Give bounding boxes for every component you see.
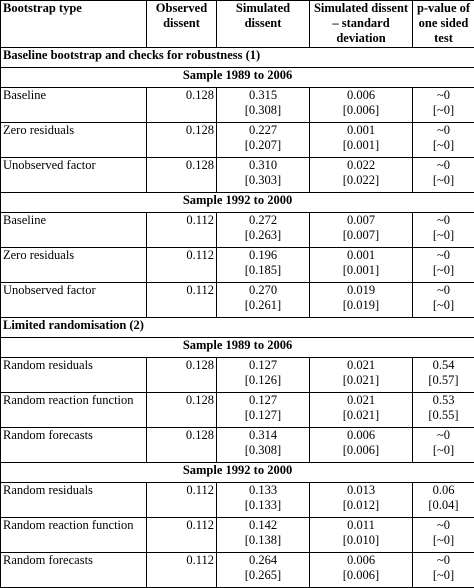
p-value-cell-bracket-value: [0.55] [415, 408, 472, 423]
simulated-sd-cell [310, 428, 413, 463]
observed-dissent-cell [147, 123, 217, 158]
p-value-cell [413, 158, 474, 193]
simulated-sd-cell-value: 0.006 [312, 428, 410, 443]
observed-dissent-cell-value: 0.128 [149, 123, 214, 138]
sample-header-row [1, 68, 474, 88]
p-value-cell-bracket-value: [~0] [415, 533, 472, 548]
bootstrap-type-cell: Zero residuals [1, 123, 147, 158]
p-value-cell-value: ~0 [415, 123, 472, 138]
observed-dissent-cell [147, 283, 217, 318]
bootstrap-type-cell: Unobserved factor [1, 158, 147, 193]
simulated-dissent-cell-value: 0.314 [219, 428, 307, 443]
observed-dissent-cell-value: 0.112 [149, 553, 214, 568]
observed-dissent-cell [147, 248, 217, 283]
p-value-cell [413, 483, 474, 518]
observed-dissent-cell-value: 0.112 [149, 213, 214, 228]
observed-dissent-cell [147, 213, 217, 248]
simulated-sd-cell-bracket-value: [0.021] [312, 408, 410, 423]
p-value-cell-value: ~0 [415, 248, 472, 263]
table-row [1, 158, 474, 193]
bootstrap-type-cell: Random forecasts [1, 553, 147, 588]
p-value-cell-bracket-value: [~0] [415, 568, 472, 583]
simulated-dissent-cell-value: 0.315 [219, 88, 307, 103]
bootstrap-type-cell: Random residuals [1, 358, 147, 393]
observed-dissent-cell [147, 518, 217, 553]
simulated-dissent-cell [217, 123, 310, 158]
simulated-dissent-cell [217, 283, 310, 318]
simulated-dissent-cell-bracket-value: [0.126] [219, 373, 307, 388]
p-value-cell-value: ~0 [415, 428, 472, 443]
p-value-cell-value: ~0 [415, 553, 472, 568]
simulated-dissent-cell-value: 0.270 [219, 283, 307, 298]
section-header-row [1, 318, 474, 338]
observed-dissent-cell [147, 393, 217, 428]
simulated-sd-cell-bracket-value: [0.006] [312, 568, 410, 583]
p-value-cell-value: ~0 [415, 213, 472, 228]
observed-dissent-cell-value: 0.128 [149, 358, 214, 373]
simulated-dissent-cell-bracket-value: [0.207] [219, 138, 307, 153]
p-value-cell-bracket-value: [~0] [415, 228, 472, 243]
sample-label: Sample 1989 to 2006 [1, 68, 474, 88]
simulated-dissent-cell-value: 0.227 [219, 123, 307, 138]
simulated-dissent-cell-value: 0.142 [219, 518, 307, 533]
observed-dissent-cell [147, 483, 217, 518]
bootstrap-type-cell: Random reaction function [1, 393, 147, 428]
simulated-dissent-cell [217, 213, 310, 248]
p-value-cell-value: 0.53 [415, 393, 472, 408]
simulated-sd-cell-bracket-value: [0.019] [312, 298, 410, 313]
header-observed-dissent: Observed dissent [147, 1, 217, 48]
simulated-sd-cell-bracket-value: [0.012] [312, 498, 410, 513]
simulated-sd-cell [310, 88, 413, 123]
table-row [1, 553, 474, 588]
simulated-sd-cell-value: 0.021 [312, 358, 410, 373]
p-value-cell-value: ~0 [415, 518, 472, 533]
simulated-dissent-cell-value: 0.196 [219, 248, 307, 263]
simulated-sd-cell [310, 358, 413, 393]
simulated-sd-cell [310, 158, 413, 193]
simulated-dissent-cell [217, 88, 310, 123]
observed-dissent-cell-value: 0.128 [149, 158, 214, 173]
simulated-sd-cell-value: 0.001 [312, 248, 410, 263]
simulated-dissent-cell-value: 0.133 [219, 483, 307, 498]
simulated-dissent-cell [217, 483, 310, 518]
simulated-dissent-cell [217, 518, 310, 553]
observed-dissent-cell-value: 0.112 [149, 248, 214, 263]
simulated-dissent-cell-bracket-value: [0.308] [219, 443, 307, 458]
simulated-dissent-cell-bracket-value: [0.303] [219, 173, 307, 188]
simulated-sd-cell-bracket-value: [0.001] [312, 138, 410, 153]
p-value-cell-bracket-value: [~0] [415, 298, 472, 313]
sample-header-row [1, 193, 474, 213]
p-value-cell [413, 553, 474, 588]
simulated-sd-cell [310, 248, 413, 283]
simulated-sd-cell [310, 123, 413, 158]
simulated-dissent-cell [217, 553, 310, 588]
table-row [1, 393, 474, 428]
simulated-sd-cell [310, 518, 413, 553]
simulated-sd-cell-bracket-value: [0.001] [312, 263, 410, 278]
simulated-dissent-cell [217, 358, 310, 393]
p-value-cell-value: 0.54 [415, 358, 472, 373]
simulated-sd-cell [310, 393, 413, 428]
table-row [1, 283, 474, 318]
table-row [1, 358, 474, 393]
observed-dissent-cell-value: 0.128 [149, 393, 214, 408]
simulated-sd-cell-value: 0.011 [312, 518, 410, 533]
table-row [1, 248, 474, 283]
header-p-value: p-value of one sided test [413, 1, 474, 48]
bootstrap-type-cell: Random reaction function [1, 518, 147, 553]
simulated-dissent-cell-value: 0.264 [219, 553, 307, 568]
simulated-dissent-cell-bracket-value: [0.263] [219, 228, 307, 243]
observed-dissent-cell [147, 358, 217, 393]
header-simulated-dissent: Simulated dissent [217, 1, 310, 48]
observed-dissent-cell-value: 0.128 [149, 88, 214, 103]
simulated-dissent-cell [217, 158, 310, 193]
simulated-dissent-cell-value: 0.127 [219, 393, 307, 408]
header-simulated-dissent-sd: Simulated dissent – standard deviation [310, 1, 413, 48]
simulated-sd-cell [310, 213, 413, 248]
p-value-cell-value: ~0 [415, 88, 472, 103]
simulated-sd-cell-bracket-value: [0.006] [312, 443, 410, 458]
sample-label: Sample 1992 to 2000 [1, 463, 474, 483]
simulated-sd-cell-value: 0.013 [312, 483, 410, 498]
p-value-cell-value: 0.06 [415, 483, 472, 498]
p-value-cell [413, 518, 474, 553]
simulated-sd-cell [310, 483, 413, 518]
observed-dissent-cell [147, 158, 217, 193]
sample-header-row [1, 463, 474, 483]
p-value-cell [413, 358, 474, 393]
bootstrap-type-cell: Unobserved factor [1, 283, 147, 318]
bootstrap-type-cell: Zero residuals [1, 248, 147, 283]
p-value-cell-value: ~0 [415, 283, 472, 298]
simulated-dissent-cell-bracket-value: [0.261] [219, 298, 307, 313]
simulated-dissent-cell [217, 393, 310, 428]
p-value-cell-bracket-value: [~0] [415, 443, 472, 458]
simulated-sd-cell-value: 0.001 [312, 123, 410, 138]
p-value-cell [413, 213, 474, 248]
table-row [1, 428, 474, 463]
simulated-dissent-cell-value: 0.127 [219, 358, 307, 373]
simulated-sd-cell [310, 283, 413, 318]
simulated-sd-cell-bracket-value: [0.021] [312, 373, 410, 388]
p-value-cell-bracket-value: [0.04] [415, 498, 472, 513]
p-value-cell-bracket-value: [0.57] [415, 373, 472, 388]
observed-dissent-cell-value: 0.112 [149, 283, 214, 298]
simulated-sd-cell-bracket-value: [0.006] [312, 103, 410, 118]
simulated-sd-cell-value: 0.007 [312, 213, 410, 228]
header-row [1, 1, 474, 48]
observed-dissent-cell [147, 88, 217, 123]
p-value-cell-bracket-value: [~0] [415, 263, 472, 278]
p-value-cell [413, 248, 474, 283]
section-title: Limited randomisation (2) [1, 318, 474, 338]
bootstrap-type-cell: Random residuals [1, 483, 147, 518]
simulated-dissent-cell [217, 248, 310, 283]
sample-label: Sample 1989 to 2006 [1, 338, 474, 358]
simulated-dissent-cell-value: 0.310 [219, 158, 307, 173]
simulated-dissent-cell-bracket-value: [0.308] [219, 103, 307, 118]
p-value-cell [413, 428, 474, 463]
p-value-cell [413, 393, 474, 428]
simulated-sd-cell-value: 0.006 [312, 88, 410, 103]
simulated-dissent-cell-bracket-value: [0.265] [219, 568, 307, 583]
p-value-cell [413, 88, 474, 123]
table-row [1, 518, 474, 553]
simulated-sd-cell-value: 0.006 [312, 553, 410, 568]
p-value-cell [413, 123, 474, 158]
simulated-sd-cell-value: 0.019 [312, 283, 410, 298]
p-value-cell-bracket-value: [~0] [415, 103, 472, 118]
p-value-cell-value: ~0 [415, 158, 472, 173]
p-value-cell [413, 283, 474, 318]
simulated-dissent-cell [217, 428, 310, 463]
table-row [1, 88, 474, 123]
simulated-dissent-cell-bracket-value: [0.133] [219, 498, 307, 513]
simulated-dissent-cell-value: 0.272 [219, 213, 307, 228]
table-row [1, 123, 474, 158]
simulated-dissent-cell-bracket-value: [0.127] [219, 408, 307, 423]
table-body [1, 48, 474, 588]
simulated-sd-cell-bracket-value: [0.010] [312, 533, 410, 548]
bootstrap-type-cell: Random forecasts [1, 428, 147, 463]
sample-label: Sample 1992 to 2000 [1, 193, 474, 213]
section-title: Baseline bootstrap and checks for robustness (1) [1, 48, 474, 68]
simulated-dissent-cell-bracket-value: [0.185] [219, 263, 307, 278]
table-row [1, 483, 474, 518]
simulated-sd-cell-bracket-value: [0.007] [312, 228, 410, 243]
simulated-dissent-cell-bracket-value: [0.138] [219, 533, 307, 548]
p-value-cell-bracket-value: [~0] [415, 138, 472, 153]
bootstrap-type-cell: Baseline [1, 213, 147, 248]
bootstrap-type-cell: Baseline [1, 88, 147, 123]
header-bootstrap-type: Bootstrap type [1, 1, 147, 48]
observed-dissent-cell-value: 0.112 [149, 518, 214, 533]
section-header-row [1, 48, 474, 68]
observed-dissent-cell [147, 428, 217, 463]
simulated-sd-cell-value: 0.022 [312, 158, 410, 173]
observed-dissent-cell [147, 553, 217, 588]
p-value-cell-bracket-value: [~0] [415, 173, 472, 188]
simulated-sd-cell-value: 0.021 [312, 393, 410, 408]
simulated-sd-cell [310, 553, 413, 588]
simulated-sd-cell-bracket-value: [0.022] [312, 173, 410, 188]
table-row [1, 213, 474, 248]
observed-dissent-cell-value: 0.112 [149, 483, 214, 498]
sample-header-row [1, 338, 474, 358]
observed-dissent-cell-value: 0.128 [149, 428, 214, 443]
